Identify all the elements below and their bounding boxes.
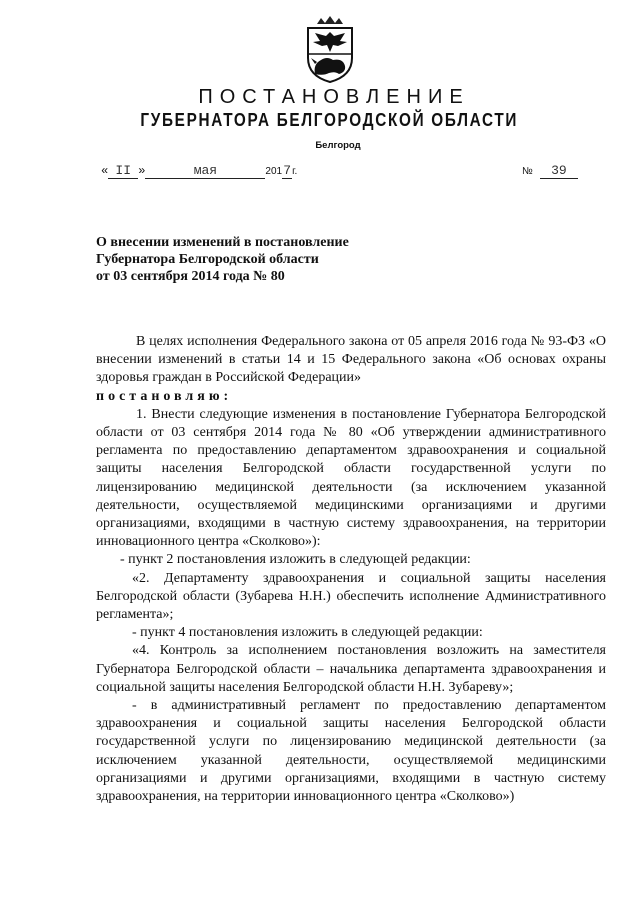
title-line-2: Губернатора Белгородской области — [96, 252, 319, 267]
paragraph-item-4-intro: - пункт 4 постановления изложить в следующей редакции: — [132, 625, 483, 641]
document-body — [96, 333, 606, 806]
city-label: Белгород — [315, 140, 361, 151]
date-close-quote: » — [138, 164, 146, 178]
date-year-suffix: г. — [292, 166, 298, 177]
issuer-heading: ГУБЕРНАТОРА БЕЛГОРОДСКОЙ ОБЛАСТИ — [140, 110, 519, 130]
paragraph-item-4-text: «4. Контроль за исполнением постановления возложить на заместителя Губернатора Белгородской области – начальника департамента здравоохранения и социальной защиты населения Белгородской области Н.Н. Зубареву»; — [96, 643, 606, 695]
date-year-digit: 7 — [283, 163, 291, 178]
paragraph-item-2-text: «2. Департаменту здравоохранения и социальной защиты населения Белгородской области (Зубарева Н.Н.) обеспечить исполнение Административного регламента»; — [96, 570, 606, 623]
belgorod-coat-of-arms-icon — [299, 14, 361, 84]
document-type-heading: ПОСТАНОВЛЕНИЕ — [198, 86, 470, 108]
title-line-1: О внесении изменений в постановление — [96, 235, 349, 250]
date-month: мая — [145, 163, 265, 179]
date-year-prefix: 201 — [265, 166, 283, 177]
date-day: II — [108, 163, 138, 179]
preamble-text: В целях исполнения Федерального закона от 05 апреля 2016 года № 93-ФЗ «О внесении изменений в статьи 14 и 15 Федерального закона «Об основах охраны здоровья граждан в Российской Федерации» — [96, 334, 606, 386]
title-line-3: от 03 сентября 2014 года № 80 — [96, 269, 285, 284]
number-value: 39 — [540, 163, 578, 179]
paragraph-item-2-intro: - пункт 2 постановления изложить в следующей редакции: — [120, 552, 471, 568]
number-label: № — [522, 166, 533, 177]
paragraph-preamble — [96, 333, 606, 406]
paragraph-regulation-change: - в административный регламент по предоставлению департаментом здравоохранения и социальной защиты населения Белгородской области государственной услуги по лицензированию медицинской деятельности (за исключением указанной деятельности, осуществляемой медицинскими организациями и другими организациями, входящими в частную систему здравоохранения, на территории инновационного центра «Сколково») — [96, 698, 606, 805]
document-number — [522, 163, 578, 179]
date-open-quote: « — [101, 164, 109, 178]
document-date — [101, 163, 297, 179]
document-title — [96, 234, 416, 285]
resolution-word: постановляю: — [96, 388, 233, 404]
paragraph-item-1: 1. Внести следующие изменения в постановление Губернатора Белгородской области от 03 сентября 2014 года № 80 «Об утверждении административного регламента по предоставлению департаментом здравоохранения и социальной защиты населения Белгородской области государственной услуги по лицензированию медицинской деятельности (за исключением указанной деятельности, осуществляемой медицинскими организациями и другими организациями, входящими в частную систему здравоохранения, на территории инновационного центра «Сколково»): — [96, 406, 606, 550]
